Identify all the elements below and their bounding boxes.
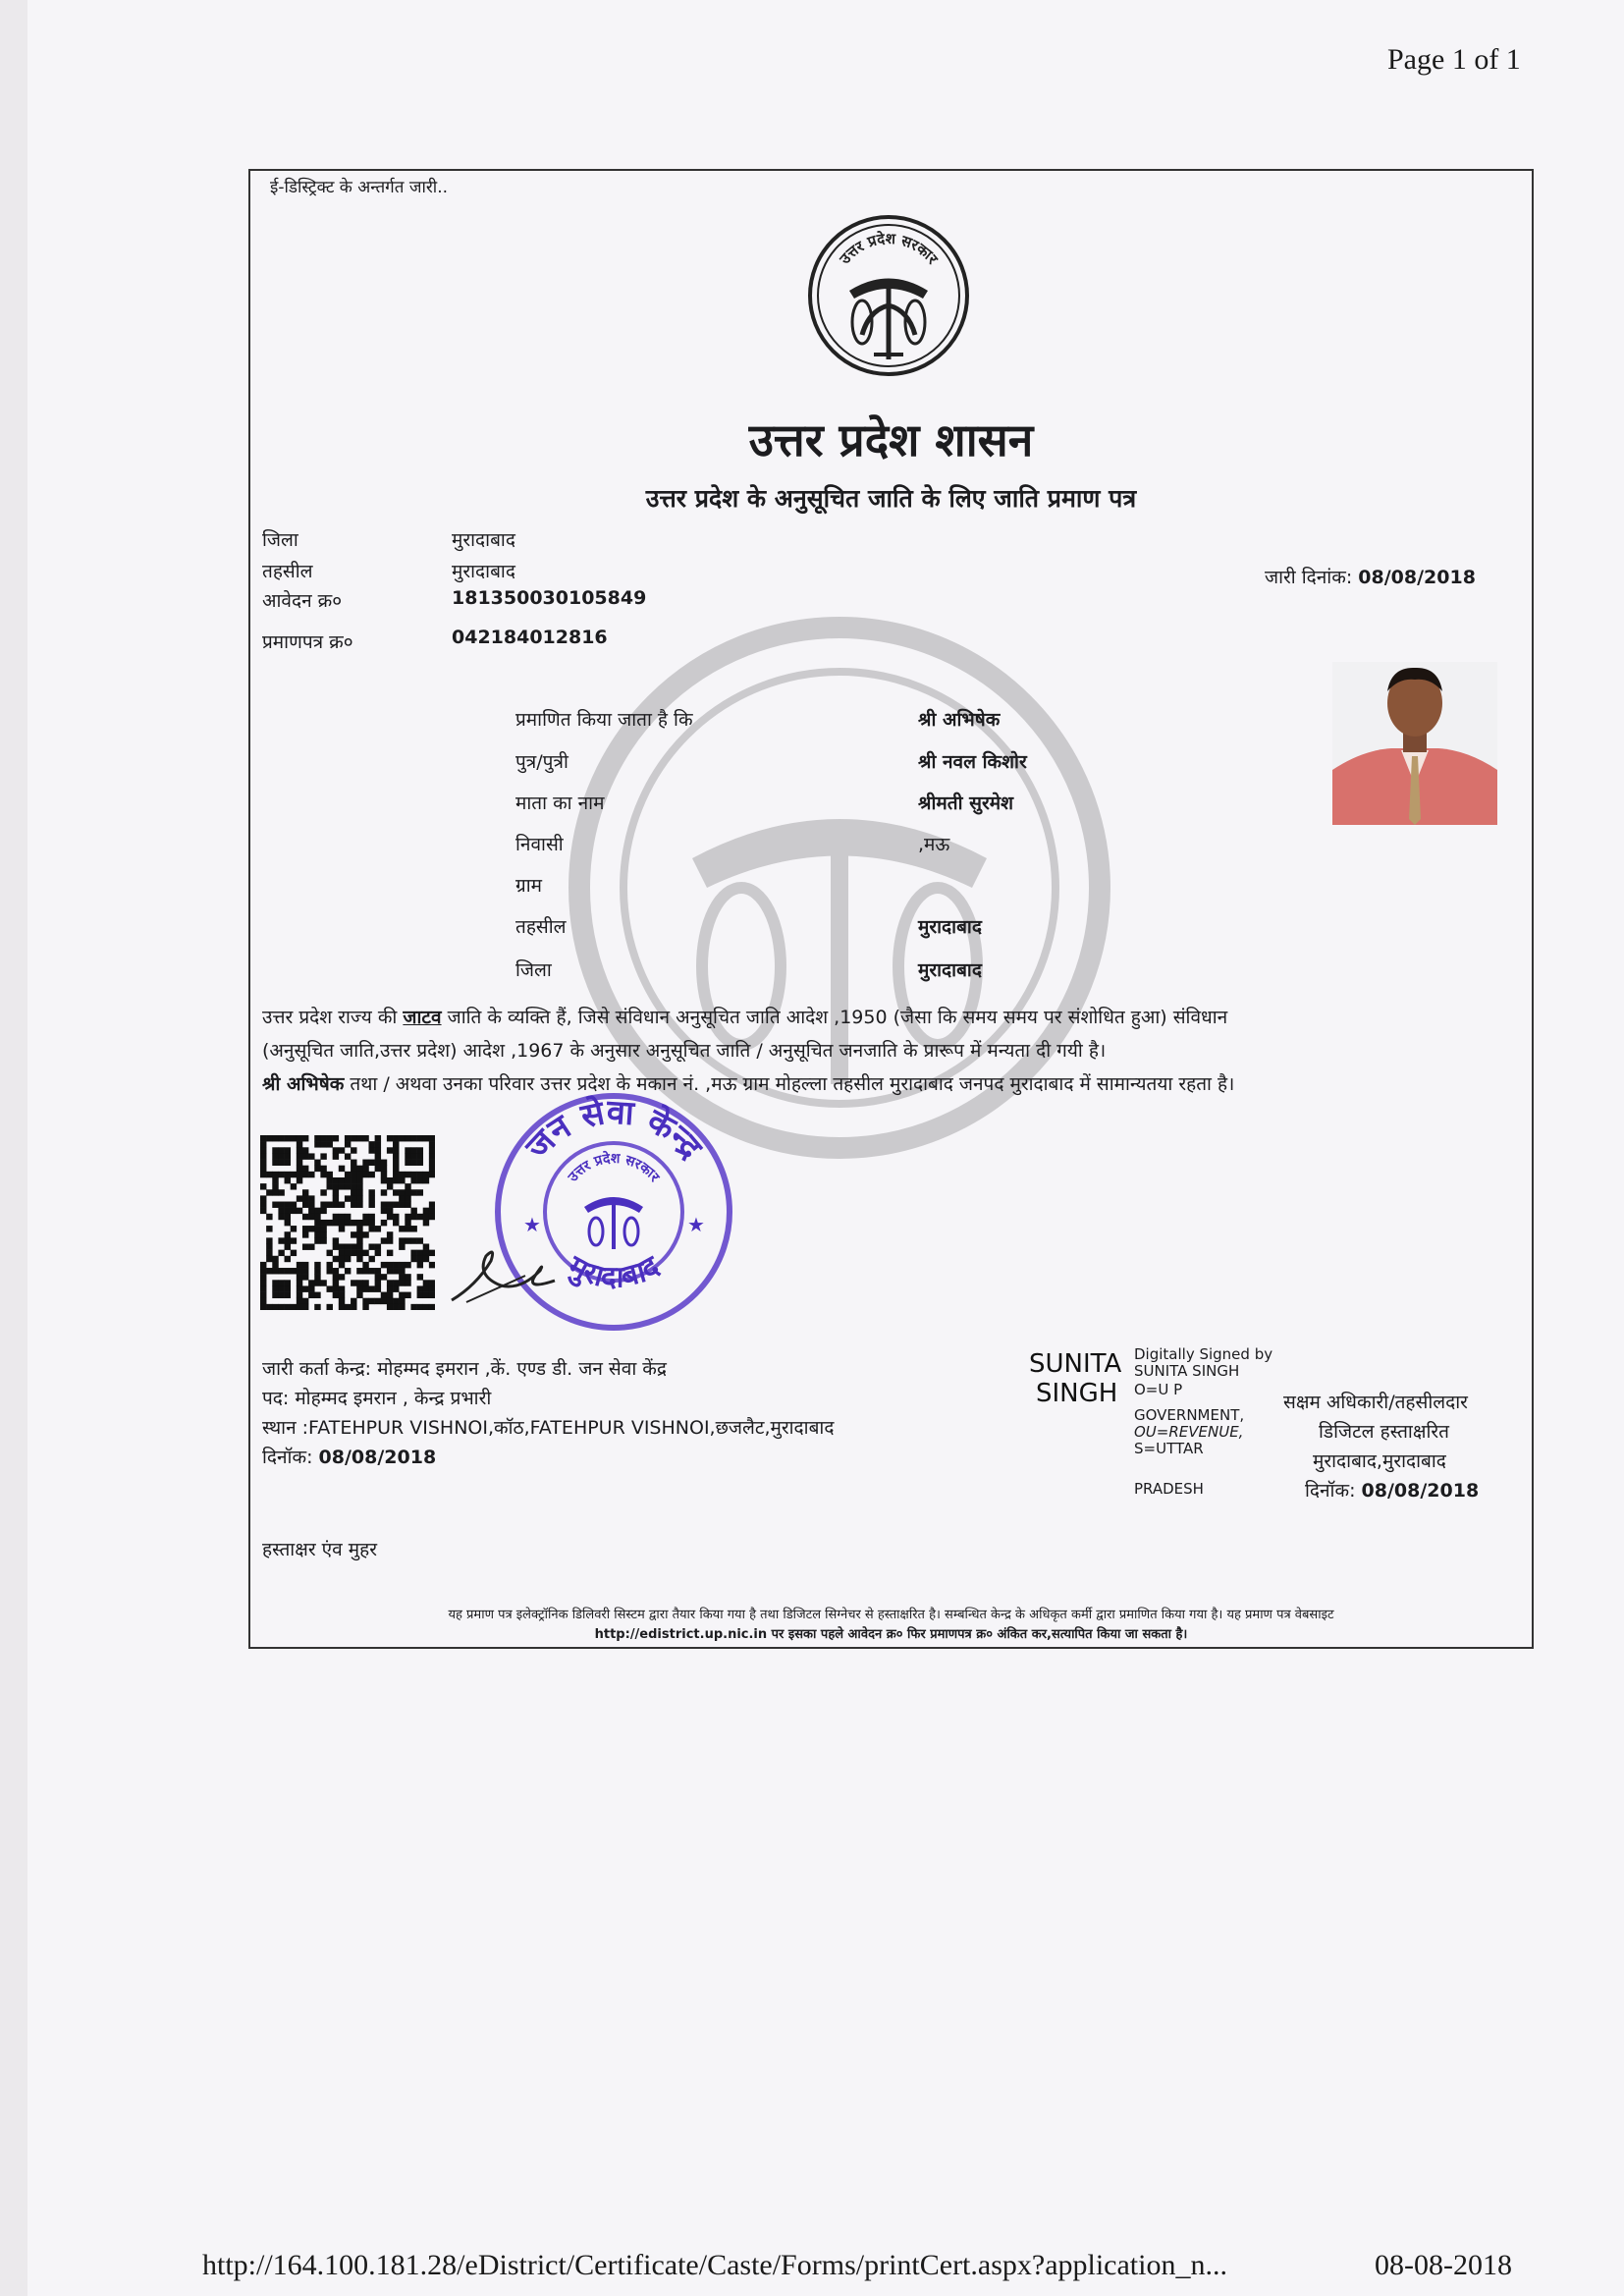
certificate-number: 042184012816 (452, 627, 608, 648)
emblem-text: उत्तर प्रदेश सरकार (836, 229, 942, 268)
body-line-1 (262, 1004, 1227, 1029)
sig-detail: OU=REVENUE, (1134, 1423, 1244, 1441)
footnote-line-1: यह प्रमाण पत्र इलेक्ट्रॉनिक डिलिवरी सिस्टम द्वारा तैयार किया गया है तथा डिजिटल सिग्नेचर से हस्ताक्षरित है। सम्बन्धित केन्द्र के अधिकृत कर्मी द्वारा प्रमाणित किया गया है। यह प्रमाण पत्र वेबसाइट (448, 1608, 1334, 1622)
body-line-2: (अनुसूचित जाति,उत्तर प्रदेश) आदेश ,1967 के अनुसार अनुसूचित जाति / अनुसूचित जनजाति के प्रारूप में मन्यता दी गयी है। (262, 1040, 1107, 1062)
village-label: ग्राम (515, 875, 542, 897)
sig-detail: SUNITA SINGH (1134, 1362, 1240, 1380)
qr-code (260, 1135, 435, 1310)
stamp-top-text: जन सेवा केन्द्र (517, 1092, 710, 1168)
svg-text:मुरादाबाद (561, 1248, 666, 1294)
issuer-center: जारी कर्ता केन्द्र: मोहम्मद इमरान ,कें. एण्ड डी. जन सेवा केंद्र (262, 1358, 667, 1380)
issuer-date-value: 08/08/2018 (318, 1447, 437, 1468)
body-line-3 (262, 1070, 1234, 1096)
resident-value: ,मऊ (918, 834, 950, 855)
person-district-value: मुरादाबाद (918, 959, 982, 981)
sig-detail: Digitally Signed by (1134, 1345, 1273, 1363)
paper-sheet (27, 0, 1624, 2296)
certified-name: श्री अभिषेक (918, 709, 1001, 731)
issue-date-label: जारी दिनांक: (1265, 567, 1353, 588)
svg-text:★: ★ (523, 1213, 541, 1236)
issuer-date-label: दिनॉक: (262, 1447, 313, 1468)
sig-detail: S=UTTAR (1134, 1440, 1204, 1457)
person-district-label: जिला (515, 959, 552, 981)
authority-place: मुरादाबाद,मुरादाबाद (1313, 1450, 1446, 1472)
child-of-label: पुत्र/पुत्री (515, 751, 568, 773)
issue-date (1265, 564, 1476, 589)
authority-date-label: दिनॉक: (1305, 1480, 1356, 1502)
signer-name-line-1: SUNITA (1029, 1349, 1122, 1379)
footnote-line-2: http://edistrict.up.nic.in पर इसका पहले आवेदन क्र० फिर प्रमाणपत्र क्र० अंकित कर,सत्यापित किया जा सकता है। (594, 1627, 1188, 1642)
handwritten-signature (447, 1231, 565, 1314)
authority-title: सक्षम अधिकारी/तहसीलदार (1283, 1392, 1468, 1413)
signature-seal-label: हस्ताक्षर एंव मुहर (262, 1539, 377, 1560)
person-tehsil-label: तहसील (515, 916, 567, 938)
mother-label: माता का नाम (515, 793, 605, 814)
caste-name: जाटव (403, 1007, 442, 1028)
authority-signed: डिजिटल हस्ताक्षरित (1319, 1421, 1449, 1443)
stamp-bottom-text: मुरादाबाद (562, 1248, 666, 1295)
certificate-label: प्रमाणपत्र क्र० (262, 631, 353, 653)
signer-name-line-2: SINGH (1036, 1379, 1118, 1408)
issuer-place: स्थान :FATEHPUR VISHNOI,कॉठ,FATEHPUR VISHNOI,छजलैट,मुरादाबाद (262, 1417, 835, 1439)
mother-value: श्रीमती सुरमेश (918, 793, 1013, 814)
body-text: तथा / अथवा उनका परिवार उत्तर प्रदेश के मकान नं. ,मऊ ग्राम मोहल्ला तहसील मुरादाबाद जनपद मुरादाबाद में सामान्यतया रहता है। (344, 1073, 1235, 1095)
tehsil-value: मुरादाबाद (452, 561, 515, 582)
sig-detail: PRADESH (1134, 1480, 1204, 1498)
page-url: http://164.100.181.28/eDistrict/Certificate/Caste/Forms/printCert.aspx?application_n... (202, 2249, 1227, 2281)
issue-date-value: 08/08/2018 (1358, 567, 1476, 588)
district-label: जिला (262, 529, 298, 551)
svg-text:★: ★ (687, 1213, 705, 1236)
body-text: जाति के व्यक्ति हैं, जिसे संविधान अनुसूचित जाति आदेश ,1950 (जैसा कि समय समय पर संशोधित हुआ) संविधान (441, 1007, 1228, 1028)
body-text: उत्तर प्रदेश राज्य की (262, 1007, 404, 1028)
stamp-inner-text: उत्तर प्रदेश सरकार (565, 1150, 663, 1185)
sig-detail: GOVERNMENT, (1134, 1406, 1245, 1424)
application-number: 181350030105849 (452, 587, 647, 609)
person-tehsil-value: मुरादाबाद (918, 916, 982, 938)
district-value: मुरादाबाद (452, 529, 515, 551)
authority-date-value: 08/08/2018 (1361, 1480, 1480, 1502)
certificate-subtitle: उत्तर प्रदेश के अनुसूचित जाति के लिए जाति प्रमाण पत्र (645, 484, 1137, 513)
header-note: ई-डिस्ट्रिक्ट के अन्तर्गत जारी.. (270, 178, 449, 197)
certified-label: प्रमाणित किया जाता है कि (515, 709, 693, 731)
sig-detail: O=U P (1134, 1381, 1183, 1398)
print-date: 08-08-2018 (1375, 2249, 1512, 2281)
issuer-post: पद: मोहम्मद इमरान , केन्द्र प्रभारी (262, 1388, 492, 1409)
up-government-emblem (805, 212, 972, 383)
issuer-date (262, 1444, 436, 1469)
applicant-photo (1332, 662, 1497, 825)
tehsil-label: तहसील (262, 561, 313, 582)
resident-label: निवासी (515, 834, 564, 855)
caste-certificate (248, 169, 1534, 1649)
svg-text:उत्तर प्रदेश सरकार (565, 1150, 663, 1186)
application-label: आवेदन क्र० (262, 590, 343, 612)
body-person-name: श्री अभिषेक (262, 1073, 345, 1095)
page-number: Page 1 of 1 (1387, 43, 1521, 76)
child-of-value: श्री नवल किशोर (918, 751, 1027, 773)
authority-date (1305, 1477, 1479, 1503)
certificate-title: उत्तर प्रदेश शासन (748, 413, 1034, 466)
